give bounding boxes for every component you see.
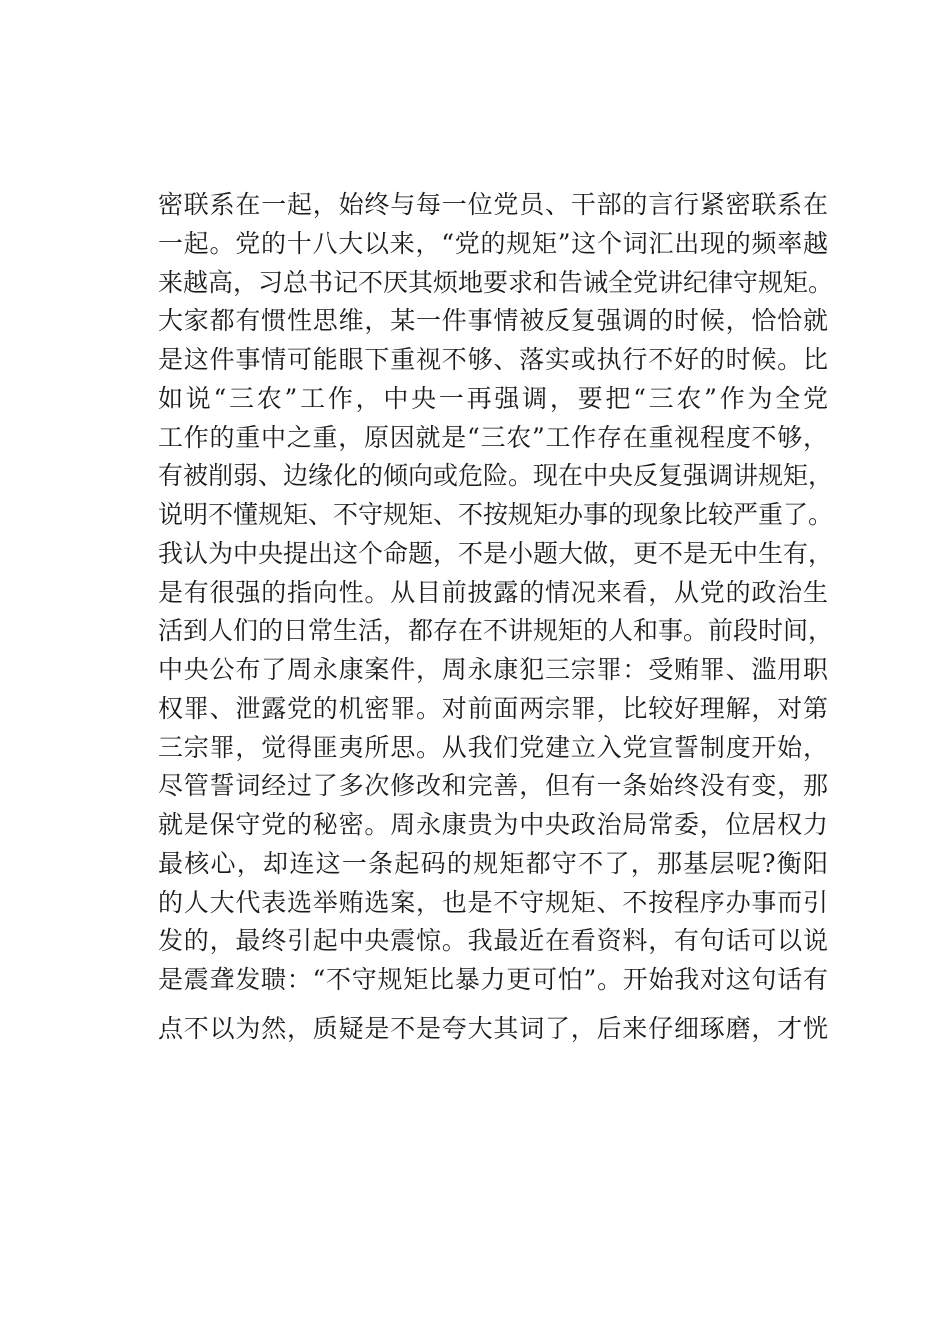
text-line: 的人大代表选举贿选案，也是不守规矩、不按程序办事而引 bbox=[158, 887, 828, 917]
text-line: 就是保守党的秘密。周永康贵为中央政治局常委，位居权力 bbox=[158, 810, 828, 839]
text-line: 一起。党的十八大以来，“党的规矩”这个词汇出现的频率越 bbox=[158, 228, 828, 258]
text-line: 说明不懂规矩、不守规矩、不按规矩办事的现象比较严重了。 bbox=[158, 500, 834, 529]
text-line: 工作的重中之重，原因就是“三农”工作存在重视程度不够， bbox=[158, 422, 828, 452]
text-line: 发的，最终引起中央震惊。我最近在看资料，有句话可以说 bbox=[158, 926, 828, 956]
text-line: 我认为中央提出这个命题，不是小题大做，更不是无中生有， bbox=[158, 538, 834, 568]
text-line: 密联系在一起，始终与每一位党员、干部的言行紧密联系在 bbox=[158, 190, 828, 219]
text-line: 最核心，却连这一条起码的规矩都守不了，那基层呢?衡阳 bbox=[158, 848, 828, 878]
text-line: 有被削弱、边缘化的倾向或危险。现在中央反复强调讲规矩， bbox=[158, 461, 834, 491]
text-line: 点不以为然，质疑是不是夸大其词了，后来仔细琢磨，才恍 bbox=[158, 1014, 828, 1043]
text-line: 如说“三农”工作，中央一再强调，要把“三农”作为全党 bbox=[158, 383, 828, 413]
text-line: 是震聋发聩：“不守规矩比暴力更可怕”。开始我对这句话有 bbox=[158, 965, 828, 994]
text-line: 大家都有惯性思维，某一件事情被反复强调的时候，恰恰就 bbox=[158, 306, 828, 336]
text-line: 活到人们的日常生活，都存在不讲规矩的人和事。前段时间， bbox=[158, 616, 834, 646]
text-line: 是有很强的指向性。从目前披露的情况来看，从党的政治生 bbox=[158, 577, 828, 607]
text-line: 中央公布了周永康案件，周永康犯三宗罪：受贿罪、滥用职 bbox=[158, 655, 828, 684]
text-line: 来越高，习总书记不厌其烦地要求和告诫全党讲纪律守规矩。 bbox=[158, 267, 834, 297]
text-line: 尽管誓词经过了多次修改和完善，但有一条始终没有变，那 bbox=[158, 771, 828, 801]
text-line: 是这件事情可能眼下重视不够、落实或执行不好的时候。比 bbox=[158, 345, 828, 374]
body-paragraph bbox=[158, 190, 834, 1055]
text-line: 三宗罪，觉得匪夷所思。从我们党建立入党宣誓制度开始， bbox=[158, 732, 828, 762]
text-line: 权罪、泄露党的机密罪。对前面两宗罪，比较好理解，对第 bbox=[158, 693, 828, 723]
